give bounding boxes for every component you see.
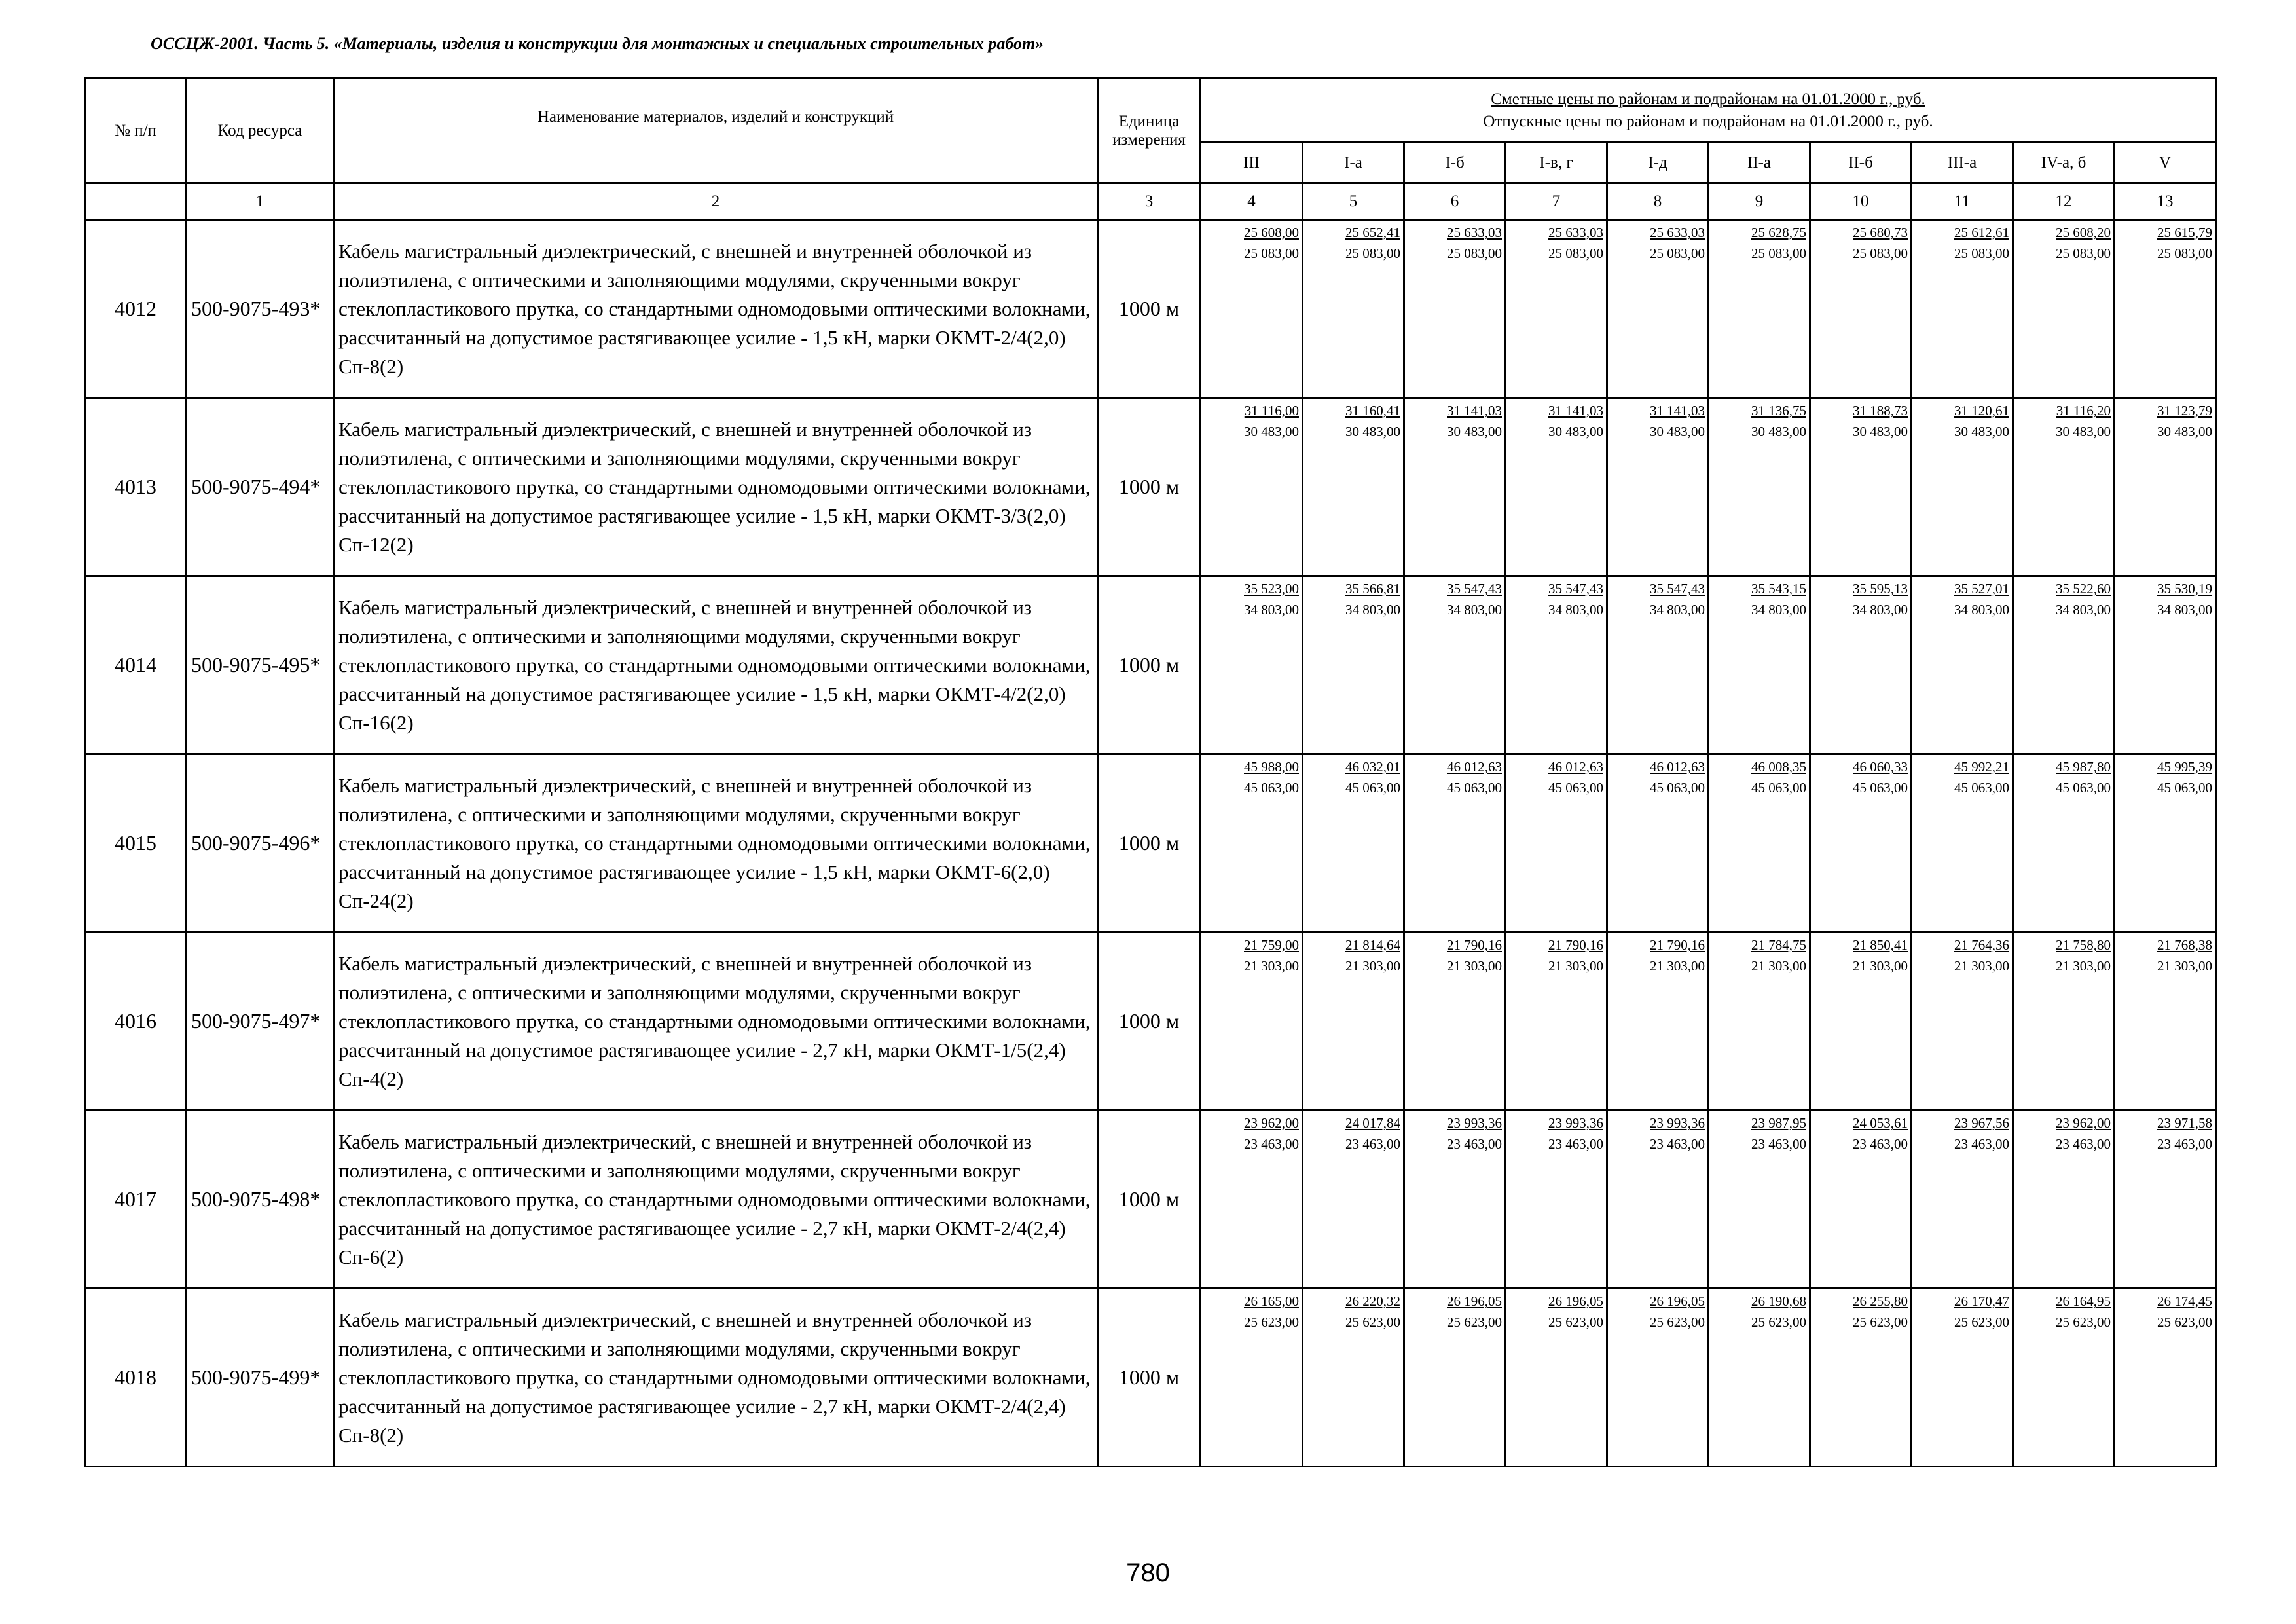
row-number: 4017 bbox=[85, 1111, 187, 1289]
region-header: I-в, г bbox=[1506, 143, 1607, 183]
estimate-price: 21 768,38 bbox=[2157, 937, 2213, 953]
estimate-price: 46 008,35 bbox=[1751, 759, 1806, 775]
release-price: 45 063,00 bbox=[1447, 780, 1502, 796]
material-name: Кабель магистральный диэлектрический, с внешней и внутренней оболочкой из полиэтилена, с оптическими и заполняющими модулями, скрученными вокруг стеклопластикового прутка, со стандартными одномодовыми оптическими волокнами, рассчитанный на допустимое растягивающее усилие - 2,7 кН, марки ОКМТ-2/4(2,4) Сп-6(2) bbox=[334, 1111, 1098, 1289]
price-cell bbox=[1303, 754, 1404, 932]
release-price: 30 483,00 bbox=[1548, 424, 1603, 439]
estimate-price: 26 196,05 bbox=[1548, 1293, 1603, 1309]
material-name: Кабель магистральный диэлектрический, с внешней и внутренней оболочкой из полиэтилена, с оптическими и заполняющими модулями, скрученными вокруг стеклопластикового прутка, со стандартными одномодовыми оптическими волокнами, рассчитанный на допустимое растягивающее усилие - 1,5 кН, марки ОКМТ-3/3(2,0) Сп-12(2) bbox=[334, 398, 1098, 576]
price-cell bbox=[1303, 1289, 1404, 1467]
release-price: 30 483,00 bbox=[1853, 424, 1908, 439]
price-cell bbox=[2115, 220, 2216, 398]
resource-code: 500-9075-494* bbox=[187, 398, 334, 576]
estimate-price: 31 160,41 bbox=[1345, 403, 1400, 418]
price-cell bbox=[1912, 220, 2013, 398]
release-price: 25 623,00 bbox=[1853, 1314, 1908, 1330]
table-row bbox=[85, 754, 2216, 932]
estimate-price: 45 988,00 bbox=[1244, 759, 1299, 775]
unit-of-measure: 1000 м bbox=[1098, 576, 1201, 754]
estimate-price: 25 633,03 bbox=[1650, 225, 1705, 240]
estimate-price: 46 012,63 bbox=[1650, 759, 1705, 775]
price-cell bbox=[2115, 398, 2216, 576]
release-price: 23 463,00 bbox=[1244, 1136, 1299, 1152]
price-cell bbox=[2115, 1111, 2216, 1289]
column-number: 13 bbox=[2115, 183, 2216, 220]
unit-of-measure: 1000 м bbox=[1098, 932, 1201, 1111]
price-cell bbox=[1607, 576, 1709, 754]
region-header: I-б bbox=[1404, 143, 1506, 183]
price-cell bbox=[1607, 220, 1709, 398]
row-number: 4013 bbox=[85, 398, 187, 576]
table-row bbox=[85, 1289, 2216, 1467]
price-cell bbox=[2115, 932, 2216, 1111]
price-cell bbox=[1912, 754, 2013, 932]
estimate-price: 46 032,01 bbox=[1345, 759, 1400, 775]
price-cell bbox=[1709, 1289, 1810, 1467]
column-number: 2 bbox=[334, 183, 1098, 220]
release-price: 30 483,00 bbox=[1650, 424, 1705, 439]
region-header: IV-а, б bbox=[2013, 143, 2115, 183]
table-row bbox=[85, 1111, 2216, 1289]
region-header: II-б bbox=[1810, 143, 1912, 183]
material-name: Кабель магистральный диэлектрический, с внешней и внутренней оболочкой из полиэтилена, с оптическими и заполняющими модулями, скрученными вокруг стеклопластикового прутка, со стандартными одномодовыми оптическими волокнами, рассчитанный на допустимое растягивающее усилие - 1,5 кН, марки ОКМТ-4/2(2,0) Сп-16(2) bbox=[334, 576, 1098, 754]
resource-code: 500-9075-498* bbox=[187, 1111, 334, 1289]
release-price: 23 463,00 bbox=[1447, 1136, 1502, 1152]
price-cell bbox=[1404, 220, 1506, 398]
release-price: 25 083,00 bbox=[1650, 246, 1705, 261]
release-price: 34 803,00 bbox=[2157, 602, 2213, 618]
price-cell bbox=[2115, 754, 2216, 932]
estimate-price: 25 652,41 bbox=[1345, 225, 1400, 240]
material-name: Кабель магистральный диэлектрический, с внешней и внутренней оболочкой из полиэтилена, с оптическими и заполняющими модулями, скрученными вокруг стеклопластикового прутка, со стандартными одномодовыми оптическими волокнами, рассчитанный на допустимое растягивающее усилие - 1,5 кН, марки ОКМТ-6(2,0) Сп-24(2) bbox=[334, 754, 1098, 932]
release-price: 34 803,00 bbox=[1954, 602, 2009, 618]
release-price: 21 303,00 bbox=[1345, 958, 1400, 974]
price-cell bbox=[2013, 754, 2115, 932]
release-price: 25 083,00 bbox=[1447, 246, 1502, 261]
column-number: 3 bbox=[1098, 183, 1201, 220]
estimate-price: 25 608,20 bbox=[2056, 225, 2111, 240]
price-cell bbox=[2013, 220, 2115, 398]
column-number: 9 bbox=[1709, 183, 1810, 220]
document-header: ОССЦЖ-2001. Часть 5. «Материалы, изделия и конструкции для монтажных и специальных строительных работ» bbox=[151, 34, 1044, 53]
column-number: 11 bbox=[1912, 183, 2013, 220]
price-cell bbox=[1607, 1289, 1709, 1467]
column-header-name: Наименование материалов, изделий и конструкций bbox=[334, 79, 1098, 183]
material-name: Кабель магистральный диэлектрический, с внешней и внутренней оболочкой из полиэтилена, с оптическими и заполняющими модулями, скрученными вокруг стеклопластикового прутка, со стандартными одномодовыми оптическими волокнами, рассчитанный на допустимое растягивающее усилие - 2,7 кН, марки ОКМТ-2/4(2,4) Сп-8(2) bbox=[334, 1289, 1098, 1467]
unit-of-measure: 1000 м bbox=[1098, 754, 1201, 932]
estimate-price: 35 547,43 bbox=[1548, 581, 1603, 597]
price-cell bbox=[1709, 398, 1810, 576]
estimate-price: 25 680,73 bbox=[1853, 225, 1908, 240]
column-header-no: № п/п bbox=[85, 79, 187, 183]
column-header-prices bbox=[1201, 79, 2216, 143]
release-price: 21 303,00 bbox=[1244, 958, 1299, 974]
estimate-price: 35 522,60 bbox=[2056, 581, 2111, 597]
release-price: 21 303,00 bbox=[1954, 958, 2009, 974]
price-cell bbox=[1303, 1111, 1404, 1289]
release-price: 45 063,00 bbox=[1548, 780, 1603, 796]
unit-of-measure: 1000 м bbox=[1098, 1111, 1201, 1289]
material-name: Кабель магистральный диэлектрический, с внешней и внутренней оболочкой из полиэтилена, с оптическими и заполняющими модулями, скрученными вокруг стеклопластикового прутка, со стандартными одномодовыми оптическими волокнами, рассчитанный на допустимое растягивающее усилие - 1,5 кН, марки ОКМТ-2/4(2,0) Сп-8(2) bbox=[334, 220, 1098, 398]
table-row bbox=[85, 398, 2216, 576]
release-price: 25 083,00 bbox=[2157, 246, 2213, 261]
estimate-price: 31 141,03 bbox=[1650, 403, 1705, 418]
price-cell bbox=[1506, 754, 1607, 932]
release-price: 23 463,00 bbox=[2157, 1136, 2213, 1152]
release-price: 21 303,00 bbox=[1853, 958, 1908, 974]
estimate-price: 25 615,79 bbox=[2157, 225, 2213, 240]
estimate-price: 35 566,81 bbox=[1345, 581, 1400, 597]
price-cell bbox=[1201, 1289, 1303, 1467]
resource-code: 500-9075-496* bbox=[187, 754, 334, 932]
release-price: 34 803,00 bbox=[1447, 602, 1502, 618]
price-cell bbox=[1506, 932, 1607, 1111]
release-price: 34 803,00 bbox=[1345, 602, 1400, 618]
estimate-price: 35 543,15 bbox=[1751, 581, 1806, 597]
estimate-price: 21 790,16 bbox=[1447, 937, 1502, 953]
price-cell bbox=[1810, 576, 1912, 754]
resource-code: 500-9075-499* bbox=[187, 1289, 334, 1467]
estimate-price: 31 136,75 bbox=[1751, 403, 1806, 418]
column-header-code: Код ресурса bbox=[187, 79, 334, 183]
release-price: 25 083,00 bbox=[1345, 246, 1400, 261]
price-cell bbox=[1303, 220, 1404, 398]
estimate-price: 25 633,03 bbox=[1548, 225, 1603, 240]
price-cell bbox=[1912, 576, 2013, 754]
estimate-price: 23 962,00 bbox=[1244, 1115, 1299, 1131]
estimate-price: 26 174,45 bbox=[2157, 1293, 2213, 1309]
estimate-price: 31 120,61 bbox=[1954, 403, 2009, 418]
price-cell bbox=[1506, 576, 1607, 754]
release-price: 45 063,00 bbox=[1853, 780, 1908, 796]
estimate-price: 25 608,00 bbox=[1244, 225, 1299, 240]
prices-estimate-title: Сметные цены по районам и подрайонам на 01.01.2000 г., руб. bbox=[1491, 90, 1925, 108]
release-price: 25 623,00 bbox=[2056, 1314, 2111, 1330]
price-cell bbox=[1404, 398, 1506, 576]
price-cell bbox=[1201, 1111, 1303, 1289]
release-price: 30 483,00 bbox=[1447, 424, 1502, 439]
resource-code: 500-9075-493* bbox=[187, 220, 334, 398]
price-cell bbox=[1201, 220, 1303, 398]
region-header: I-а bbox=[1303, 143, 1404, 183]
estimate-price: 25 612,61 bbox=[1954, 225, 2009, 240]
estimate-price: 21 814,64 bbox=[1345, 937, 1400, 953]
price-cell bbox=[1912, 932, 2013, 1111]
estimate-price: 26 165,00 bbox=[1244, 1293, 1299, 1309]
price-cell bbox=[1810, 220, 1912, 398]
estimate-price: 21 758,80 bbox=[2056, 937, 2111, 953]
price-cell bbox=[1303, 398, 1404, 576]
price-cell bbox=[1709, 220, 1810, 398]
estimate-price: 46 012,63 bbox=[1447, 759, 1502, 775]
release-price: 25 083,00 bbox=[1853, 246, 1908, 261]
estimate-price: 46 012,63 bbox=[1548, 759, 1603, 775]
release-price: 34 803,00 bbox=[1853, 602, 1908, 618]
price-cell bbox=[1810, 1111, 1912, 1289]
estimate-price: 24 053,61 bbox=[1853, 1115, 1908, 1131]
estimate-price: 21 790,16 bbox=[1548, 937, 1603, 953]
price-cell bbox=[2013, 576, 2115, 754]
column-number: 5 bbox=[1303, 183, 1404, 220]
release-price: 23 463,00 bbox=[1751, 1136, 1806, 1152]
release-price: 45 063,00 bbox=[2056, 780, 2111, 796]
row-number: 4014 bbox=[85, 576, 187, 754]
estimate-price: 26 196,05 bbox=[1447, 1293, 1502, 1309]
estimate-price: 23 993,36 bbox=[1548, 1115, 1603, 1131]
release-price: 30 483,00 bbox=[1345, 424, 1400, 439]
estimate-price: 46 060,33 bbox=[1853, 759, 1908, 775]
estimate-price: 31 141,03 bbox=[1447, 403, 1502, 418]
price-cell bbox=[2115, 576, 2216, 754]
estimate-price: 21 764,36 bbox=[1954, 937, 2009, 953]
column-number: 12 bbox=[2013, 183, 2115, 220]
release-price: 25 623,00 bbox=[1345, 1314, 1400, 1330]
price-cell bbox=[1607, 1111, 1709, 1289]
release-price: 23 463,00 bbox=[1650, 1136, 1705, 1152]
price-cell bbox=[1506, 1111, 1607, 1289]
estimate-price: 23 971,58 bbox=[2157, 1115, 2213, 1131]
region-header: I-д bbox=[1607, 143, 1709, 183]
price-cell bbox=[1506, 220, 1607, 398]
release-price: 21 303,00 bbox=[1650, 958, 1705, 974]
release-price: 30 483,00 bbox=[2056, 424, 2111, 439]
estimate-price: 26 255,80 bbox=[1853, 1293, 1908, 1309]
release-price: 25 623,00 bbox=[2157, 1314, 2213, 1330]
unit-of-measure: 1000 м bbox=[1098, 1289, 1201, 1467]
column-number: 8 bbox=[1607, 183, 1709, 220]
price-cell bbox=[2115, 1289, 2216, 1467]
price-cell bbox=[1709, 576, 1810, 754]
material-name: Кабель магистральный диэлектрический, с внешней и внутренней оболочкой из полиэтилена, с оптическими и заполняющими модулями, скрученными вокруг стеклопластикового прутка, со стандартными одномодовыми оптическими волокнами, рассчитанный на допустимое растягивающее усилие - 2,7 кН, марки ОКМТ-1/5(2,4) Сп-4(2) bbox=[334, 932, 1098, 1111]
estimate-price: 26 196,05 bbox=[1650, 1293, 1705, 1309]
price-cell bbox=[1912, 1111, 2013, 1289]
table-body bbox=[85, 220, 2216, 1467]
release-price: 45 063,00 bbox=[1954, 780, 2009, 796]
price-cell bbox=[2013, 398, 2115, 576]
price-cell bbox=[1404, 932, 1506, 1111]
release-price: 34 803,00 bbox=[1244, 602, 1299, 618]
price-cell bbox=[1810, 932, 1912, 1111]
price-cell bbox=[1404, 754, 1506, 932]
prices-release-title: Отпускные цены по районам и подрайонам на 01.01.2000 г., руб. bbox=[1483, 112, 1933, 130]
release-price: 30 483,00 bbox=[2157, 424, 2213, 439]
release-price: 25 083,00 bbox=[1548, 246, 1603, 261]
price-cell bbox=[1912, 1289, 2013, 1467]
release-price: 21 303,00 bbox=[2157, 958, 2213, 974]
release-price: 45 063,00 bbox=[1650, 780, 1705, 796]
price-cell bbox=[1709, 754, 1810, 932]
column-number: 6 bbox=[1404, 183, 1506, 220]
estimate-price: 25 628,75 bbox=[1751, 225, 1806, 240]
estimate-price: 23 962,00 bbox=[2056, 1115, 2111, 1131]
release-price: 21 303,00 bbox=[2056, 958, 2111, 974]
release-price: 34 803,00 bbox=[1650, 602, 1705, 618]
price-cell bbox=[1404, 576, 1506, 754]
estimate-price: 23 967,56 bbox=[1954, 1115, 2009, 1131]
estimate-price: 23 993,36 bbox=[1447, 1115, 1502, 1131]
region-header: V bbox=[2115, 143, 2216, 183]
resource-code: 500-9075-497* bbox=[187, 932, 334, 1111]
release-price: 45 063,00 bbox=[2157, 780, 2213, 796]
release-price: 25 623,00 bbox=[1447, 1314, 1502, 1330]
table-row bbox=[85, 220, 2216, 398]
estimate-price: 31 116,20 bbox=[2056, 403, 2111, 418]
row-number: 4015 bbox=[85, 754, 187, 932]
unit-of-measure: 1000 м bbox=[1098, 220, 1201, 398]
release-price: 21 303,00 bbox=[1447, 958, 1502, 974]
release-price: 21 303,00 bbox=[1751, 958, 1806, 974]
price-cell bbox=[1201, 398, 1303, 576]
estimate-price: 45 995,39 bbox=[2157, 759, 2213, 775]
release-price: 25 623,00 bbox=[1244, 1314, 1299, 1330]
release-price: 25 623,00 bbox=[1548, 1314, 1603, 1330]
page-number: 780 bbox=[1126, 1559, 1170, 1587]
release-price: 25 623,00 bbox=[1650, 1314, 1705, 1330]
price-cell bbox=[1607, 398, 1709, 576]
release-price: 34 803,00 bbox=[2056, 602, 2111, 618]
release-price: 21 303,00 bbox=[1548, 958, 1603, 974]
unit-of-measure: 1000 м bbox=[1098, 398, 1201, 576]
price-cell bbox=[2013, 1289, 2115, 1467]
price-table bbox=[84, 77, 2217, 1467]
estimate-price: 24 017,84 bbox=[1345, 1115, 1400, 1131]
release-price: 45 063,00 bbox=[1345, 780, 1400, 796]
release-price: 23 463,00 bbox=[1548, 1136, 1603, 1152]
column-number: 10 bbox=[1810, 183, 1912, 220]
release-price: 25 623,00 bbox=[1954, 1314, 2009, 1330]
estimate-price: 23 993,36 bbox=[1650, 1115, 1705, 1131]
column-header-unit: Единица измерения bbox=[1098, 79, 1201, 183]
release-price: 23 463,00 bbox=[1954, 1136, 2009, 1152]
estimate-price: 31 141,03 bbox=[1548, 403, 1603, 418]
estimate-price: 35 527,01 bbox=[1954, 581, 2009, 597]
price-cell bbox=[1506, 398, 1607, 576]
estimate-price: 21 790,16 bbox=[1650, 937, 1705, 953]
price-cell bbox=[1810, 398, 1912, 576]
estimate-price: 35 595,13 bbox=[1853, 581, 1908, 597]
estimate-price: 31 123,79 bbox=[2157, 403, 2213, 418]
release-price: 25 083,00 bbox=[1751, 246, 1806, 261]
estimate-price: 26 220,32 bbox=[1345, 1293, 1400, 1309]
release-price: 34 803,00 bbox=[1548, 602, 1603, 618]
estimate-price: 21 850,41 bbox=[1853, 937, 1908, 953]
price-cell bbox=[2013, 932, 2115, 1111]
row-number: 4016 bbox=[85, 932, 187, 1111]
estimate-price: 26 190,68 bbox=[1751, 1293, 1806, 1309]
estimate-price: 45 987,80 bbox=[2056, 759, 2111, 775]
estimate-price: 35 547,43 bbox=[1650, 581, 1705, 597]
price-cell bbox=[1607, 932, 1709, 1111]
release-price: 30 483,00 bbox=[1954, 424, 2009, 439]
price-cell bbox=[1912, 398, 2013, 576]
column-number: 4 bbox=[1201, 183, 1303, 220]
resource-code: 500-9075-495* bbox=[187, 576, 334, 754]
release-price: 23 463,00 bbox=[1345, 1136, 1400, 1152]
release-price: 30 483,00 bbox=[1244, 424, 1299, 439]
release-price: 34 803,00 bbox=[1751, 602, 1806, 618]
estimate-price: 23 987,95 bbox=[1751, 1115, 1806, 1131]
estimate-price: 21 784,75 bbox=[1751, 937, 1806, 953]
price-cell bbox=[1404, 1111, 1506, 1289]
price-cell bbox=[1201, 754, 1303, 932]
price-cell bbox=[1201, 932, 1303, 1111]
table-row bbox=[85, 932, 2216, 1111]
estimate-price: 31 188,73 bbox=[1853, 403, 1908, 418]
estimate-price: 35 523,00 bbox=[1244, 581, 1299, 597]
price-cell bbox=[1607, 754, 1709, 932]
price-cell bbox=[1810, 754, 1912, 932]
estimate-price: 26 164,95 bbox=[2056, 1293, 2111, 1309]
row-number: 4012 bbox=[85, 220, 187, 398]
estimate-price: 26 170,47 bbox=[1954, 1293, 2009, 1309]
region-header: III bbox=[1201, 143, 1303, 183]
estimate-price: 45 992,21 bbox=[1954, 759, 2009, 775]
table-row bbox=[85, 576, 2216, 754]
estimate-price: 31 116,00 bbox=[1244, 403, 1299, 418]
release-price: 23 463,00 bbox=[2056, 1136, 2111, 1152]
release-price: 25 083,00 bbox=[2056, 246, 2111, 261]
price-cell bbox=[1303, 932, 1404, 1111]
release-price: 45 063,00 bbox=[1751, 780, 1806, 796]
column-number-row bbox=[85, 183, 2216, 220]
release-price: 30 483,00 bbox=[1751, 424, 1806, 439]
estimate-price: 35 547,43 bbox=[1447, 581, 1502, 597]
estimate-price: 35 530,19 bbox=[2157, 581, 2213, 597]
price-cell bbox=[1201, 576, 1303, 754]
price-cell bbox=[1506, 1289, 1607, 1467]
price-cell bbox=[1810, 1289, 1912, 1467]
price-cell bbox=[1303, 576, 1404, 754]
price-cell bbox=[1709, 1111, 1810, 1289]
price-cell bbox=[2013, 1111, 2115, 1289]
price-cell bbox=[1709, 932, 1810, 1111]
estimate-price: 21 759,00 bbox=[1244, 937, 1299, 953]
estimate-price: 25 633,03 bbox=[1447, 225, 1502, 240]
column-number bbox=[85, 183, 187, 220]
release-price: 45 063,00 bbox=[1244, 780, 1299, 796]
release-price: 25 083,00 bbox=[1244, 246, 1299, 261]
column-number: 1 bbox=[187, 183, 334, 220]
row-number: 4018 bbox=[85, 1289, 187, 1467]
region-header: II-а bbox=[1709, 143, 1810, 183]
release-price: 25 623,00 bbox=[1751, 1314, 1806, 1330]
release-price: 25 083,00 bbox=[1954, 246, 2009, 261]
region-header: III-а bbox=[1912, 143, 2013, 183]
release-price: 23 463,00 bbox=[1853, 1136, 1908, 1152]
column-number: 7 bbox=[1506, 183, 1607, 220]
price-cell bbox=[1404, 1289, 1506, 1467]
